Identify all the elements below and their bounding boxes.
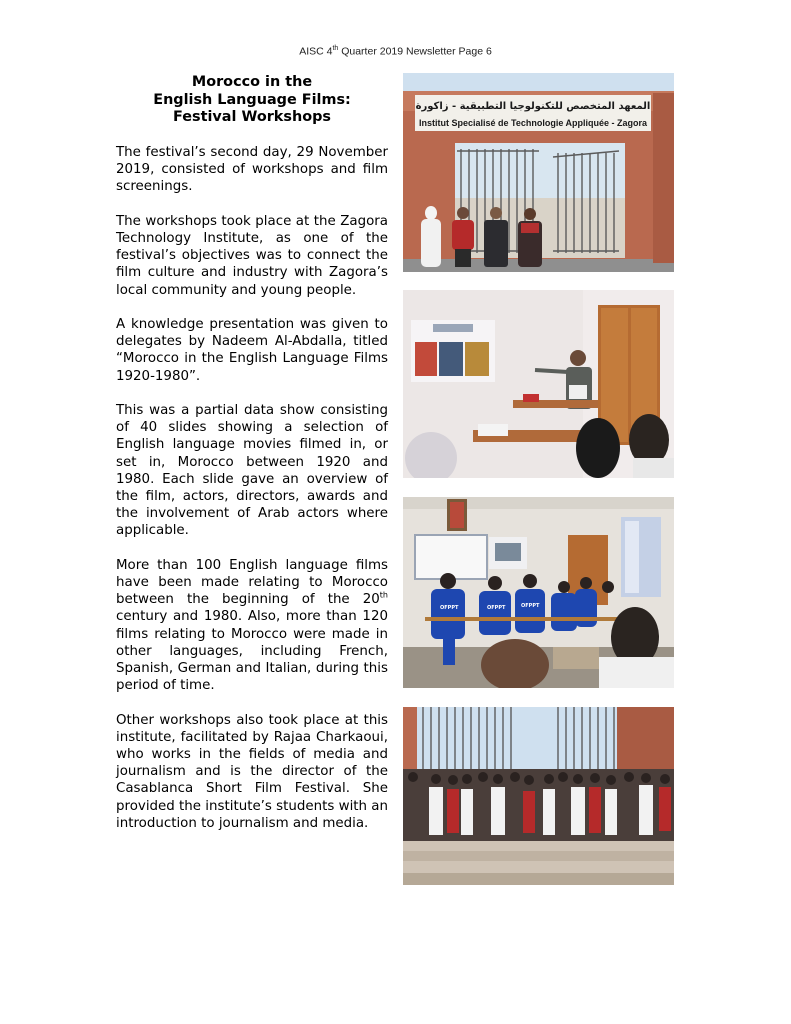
page-header: AISC 4th Quarter 2019 Newsletter Page 6	[299, 45, 492, 58]
photo-group	[403, 707, 674, 885]
photo-classroom	[403, 497, 674, 688]
title-line-2: English Language Films:	[153, 91, 351, 108]
photo-institute-entrance	[403, 73, 674, 272]
title-line-3: Festival Workshops	[173, 109, 331, 125]
paragraph-5: More than 100 English language films have been made relating to Morocco between the beginning of the 20th century and 1980. Also, more than 120 films relating to Morocco were made in other languages, including French, Spanish, German and Italian, during this period of time.	[116, 557, 388, 694]
paragraph-3: A knowledge presentation was given to delegates by Nadeem Al-Abdalla, titled “Morocco in the English Language Films 1920-1980”.	[116, 317, 388, 384]
svg-text:Institut Specialisé de Technol: Institut Specialisé de Technologie Appliquée - Zagora	[418, 118, 648, 128]
paragraph-2: The workshops took place at the Zagora Technology Institute, as one of the festival’s objectives was to connect the film culture and industry with Zagora’s local community and young people.	[116, 213, 388, 298]
paragraph-4: This was a partial data show consisting of 40 slides showing a selection of English language movies filmed in, or set in, Morocco between 1920 and 1980. Each slide gave an overview of the film, actors, directors, awards and the involvement of Arab actors where applicable.	[116, 403, 388, 539]
title-line-1: Morocco in the	[191, 74, 313, 90]
svg-text:المعهد المتخصص للتكنولوجيا الت: المعهد المتخصص للتكنولوجيا التطبيقية - زاكورة	[415, 101, 651, 112]
photo-presentation	[403, 290, 674, 478]
svg-text:OFPPT: OFPPT	[521, 603, 540, 609]
paragraph-6: Other workshops also took place at this institute, facilitated by Rajaa Charkaoui, who works in the fields of media and journalism and is the director of the Casablanca Short Film Festival. She provided the institute’s students with an introduction to journalism and media.	[116, 712, 388, 831]
svg-text:OFPPT: OFPPT	[440, 605, 459, 611]
svg-text:OFPPT: OFPPT	[487, 605, 506, 611]
article-body	[116, 144, 388, 849]
article-title	[115, 74, 389, 127]
paragraph-1: The festival’s second day, 29 November 2019, consisted of workshops and film screenings.	[116, 145, 388, 195]
